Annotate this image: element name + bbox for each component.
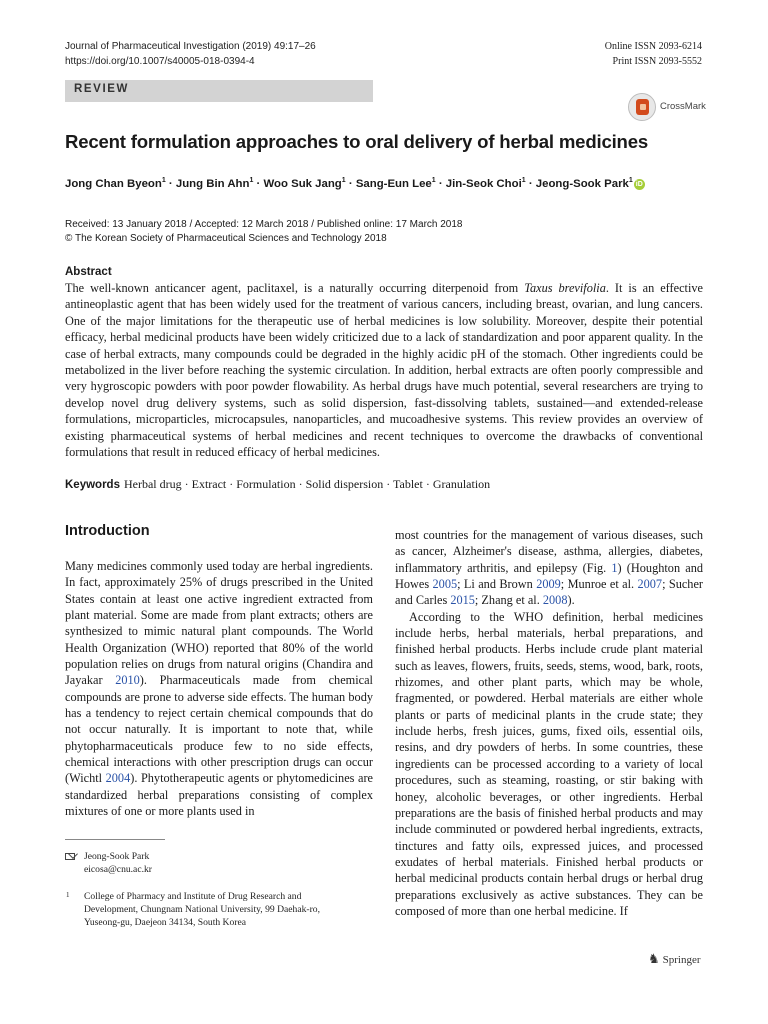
author-name[interactable]: Jung Bin Ahn xyxy=(175,177,250,190)
author-affiliation-mark: 1 xyxy=(249,177,254,184)
citation-link[interactable]: 2005 xyxy=(432,577,458,592)
citation-link[interactable]: 2007 xyxy=(637,577,663,592)
crossmark-label: CrossMark xyxy=(660,101,706,112)
online-issn: Online ISSN 2093-6214 xyxy=(604,41,702,52)
copyright-line: © The Korean Society of Pharmaceutical Sciences and Technology 2018 xyxy=(65,233,387,244)
author-name[interactable]: Woo Suk Jang xyxy=(263,177,342,190)
springer-horse-icon: ♞ xyxy=(648,951,660,966)
publisher-mark xyxy=(648,951,701,967)
author-name[interactable]: Jeong-Sook Park xyxy=(535,177,629,190)
author-name[interactable]: Jin-Seok Choi xyxy=(445,177,522,190)
contact-name: Jeong-Sook Park xyxy=(84,851,150,862)
figure-link[interactable]: 1 xyxy=(611,560,618,575)
section-heading-introduction: Introduction xyxy=(65,523,150,539)
abstract-heading: Abstract xyxy=(65,266,112,278)
paragraph: most countries for the management of various diseases, such as cancer, Alzheimer's disease, asthma, allergies, diabetes, inflammatory arthritis, and epilepsy (Fig. 1) (Houghton and Howes 2005; Li and Brown 2009; Munroe et al. 2007; Sucher and Carles 2015; Zhang et al. 2008). xyxy=(395,528,704,608)
author-name[interactable]: Jong Chan Byeon xyxy=(65,177,162,190)
author-affiliation-mark: 1 xyxy=(341,177,346,184)
citation-link[interactable]: 2010 xyxy=(115,673,140,688)
abstract-body: The well-known anticancer agent, paclitaxel, is a naturally occurring diterpenoid from Taxus brevifolia. It is an effective antineoplastic agent that has been widely used for the treatment of various cancers, including breast, ovarian, and lung cancers. One of the major limitations for the therapeutic use of herbal medicines is low solubility. Moreover, despite their potential efficacy, herbal medicinal products have been widely criticized due to a lack of standardization and poor apparent quality. In the case of herbal extracts, many compounds could be degraded in the highly acidic pH of the stomach. Other ingredients could be metabolized in the liver before reaching the systemic circulation. In addition, herbal extracts are often poorly compressible and very hygroscopic powders with poor powder flowability. As herbal drugs have much potential, several researchers are trying to develop novel drug delivery systems, such as solid dispersion, fast-dissolving tablets, sustained—and extended-release formulations, microparticles, microcapsules, nanoparticles, and mucoadhesive systems. This review provides an overview of existing pharmaceutical systems of herbal medicines and recent techniques to overcome the drawbacks of conventional formulations that result in reduced efficacy of herbal medicines. xyxy=(65,281,703,460)
history-dates: Received: 13 January 2018 / Accepted: 12 March 2018 / Published online: 17 March 2018 xyxy=(65,219,463,230)
journal-citation: Journal of Pharmaceutical Investigation (2019) 49:17–26 xyxy=(65,41,316,52)
body-column-right xyxy=(395,527,703,919)
crossmark-icon xyxy=(628,93,656,121)
orcid-icon[interactable]: iD xyxy=(635,180,643,188)
author-list: Jong Chan Byeon$^1$ · Jung Bin Ahn$^1$ · Woo Suk Jang$^1$ · Sang-Eun Lee$^1$ · Jin-Seok Choi$^1$ · Jeong-Sook Park$^1$iD xyxy=(65,177,643,190)
author-name[interactable]: Sang-Eun Lee xyxy=(355,177,432,190)
contact-email[interactable]: eicosa@cnu.ac.kr xyxy=(84,864,152,875)
paragraph: Many medicines commonly used today are herbal ingredients. In fact, approximately 25% of drugs prescribed in the United States contain at least one active ingredient extracted from plant material. Some are made from plant extracts; others are synthesized to mimic natural plant compounds. The World Health Organization (WHO) reported that 80% of the world population relies on drugs from natural origins (Chandira and Jayakar 2010). Pharmaceuticals made from chemical compounds are prone to adverse side effects. The human body has a tendency to reject certain chemical compounds that do not occur naturally. It is important to note that, while phytopharmaceuticals produce few to no side effects, chemical interactions with other prescription drugs can occur (Wichtl 2004). Phytotherapeutic agents or phytomedicines are standardized herbal preparations consisting of complex mixtures of one or more plants used in xyxy=(65,559,373,819)
print-issn: Print ISSN 2093-5552 xyxy=(612,56,702,67)
affiliation-text: College of Pharmacy and Institute of Drug Research and Development, Chungnam National University, 99 Daehak-ro, Yuseong-gu, Daejeon 34134, South Korea xyxy=(84,891,320,928)
keywords-label: Keywords xyxy=(65,479,120,491)
article-type-badge xyxy=(65,80,373,102)
corresponding-author xyxy=(84,850,152,876)
publisher-name: Springer xyxy=(662,954,701,966)
body-column-left xyxy=(65,558,373,820)
author-affiliation-mark: 1 xyxy=(521,177,526,184)
keywords-line xyxy=(65,477,490,492)
affiliation-number: 1 xyxy=(66,891,70,899)
article-type-label: REVIEW xyxy=(74,83,129,95)
keywords-list: Herbal drug · Extract · Formulation · Solid dispersion · Tablet · Granulation xyxy=(123,477,491,491)
citation-link[interactable]: 2015 xyxy=(450,593,475,608)
author-affiliation-mark: 1 xyxy=(628,177,633,184)
paragraph: According to the WHO definition, herbal medicines include herbs, herbal materials, herbal preparations, and finished herbal products. Herbs include crude plant material such as leaves, flowers, fruits, seeds, stems, wood, bark, roots, rhizomes, and other plant parts, which may be whole, fragmented, or powdered. Herbal materials are either whole plants or parts of medicinal plants in the crude state; they include herbs, fresh juices, gums, fixed oils, essential oils, resins, and dry powders of herbs. In some countries, these ingredients can be processed according to a variety of local procedures, such as steaming, roasting, or stir baking with honey, alcoholic beverages, or other ingredients. Herbal preparations are the basis of finished herbal products and may include comminuted or powdered herbal ingredients, extracts, tinctures and fatty oils, expressed juices, and processed exudates of herbal materials. Finished herbal products or herbal medicinal products contain herbal drugs or herbal drug preparations exclusively as active substances. They can be composed of more than one herbal medicine. If xyxy=(395,609,703,918)
doi-link[interactable]: https://doi.org/10.1007/s40005-018-0394-4 xyxy=(65,56,255,67)
publication-dates xyxy=(65,218,462,246)
species-name: Taxus brevifolia xyxy=(524,281,606,295)
author-affiliation-mark: 1 xyxy=(431,177,436,184)
footnote-divider xyxy=(65,839,165,840)
citation-link[interactable]: 2004 xyxy=(105,771,131,786)
citation-link[interactable]: 2008 xyxy=(542,593,568,608)
crossmark-button[interactable] xyxy=(628,93,708,123)
envelope-icon xyxy=(65,853,75,860)
citation-link[interactable]: 2009 xyxy=(536,577,561,592)
article-title: Recent formulation approaches to oral delivery of herbal medicines xyxy=(65,131,648,152)
author-affiliation-mark: 1 xyxy=(161,177,166,184)
